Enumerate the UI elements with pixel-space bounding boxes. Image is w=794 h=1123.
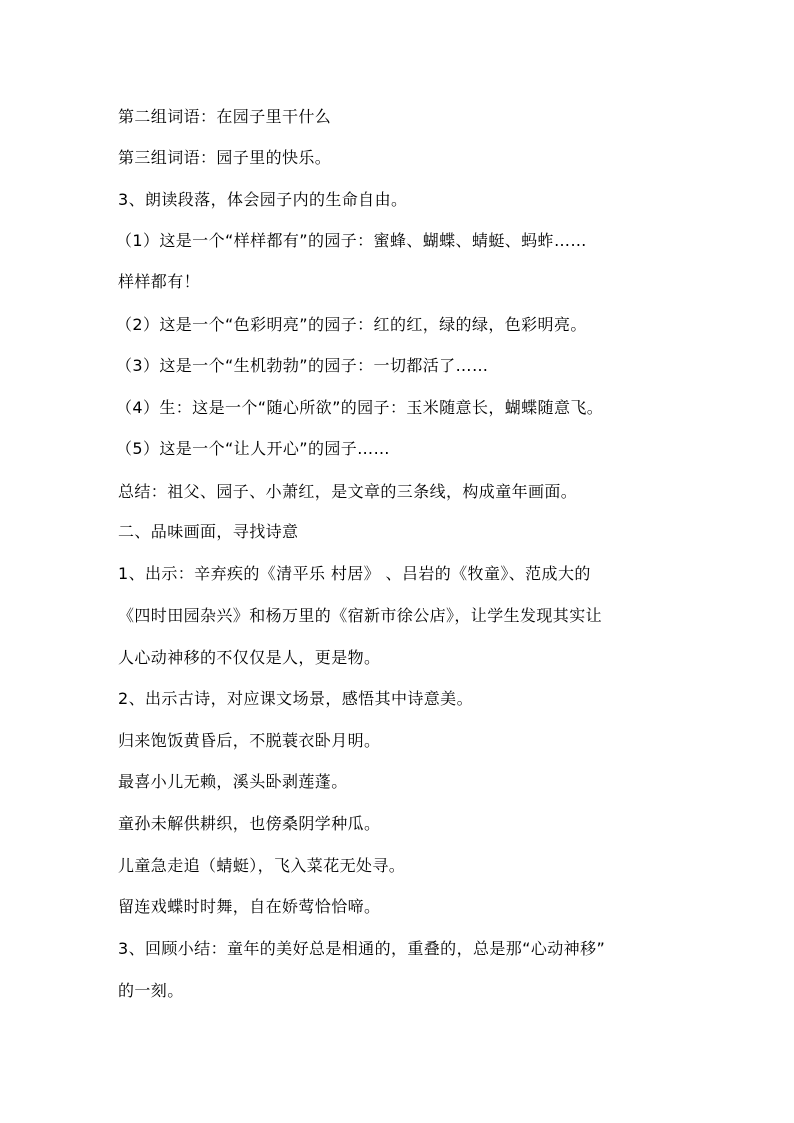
text-line: 3、回顾小结：童年的美好总是相通的，重叠的，总是那“心动神移”	[118, 939, 606, 958]
text-line: （3）这是一个“生机勃勃”的园子：一切都活了……	[116, 356, 489, 375]
text-line: 人心动神移的不仅仅是人，更是物。	[118, 648, 381, 667]
text-line: 3、朗读段落，体会园子内的生命自由。	[118, 190, 408, 209]
poem-line: 童孙未解供耕织，也傍桑阴学种瓜。	[118, 814, 381, 833]
text-line: 第三组词语：园子里的快乐。	[118, 148, 332, 167]
text-line: 2、出示古诗，对应课文场景，感悟其中诗意美。	[118, 689, 473, 708]
text-line: （2）这是一个“色彩明亮”的园子：红的红，绿的绿，色彩明亮。	[116, 315, 587, 334]
text-line: （1）这是一个“样样都有”的园子：蜜蜂、蝴蝶、蜻蜓、蚂蚱……	[116, 231, 587, 250]
poem-line: 最喜小儿无赖，溪头卧剥莲蓬。	[118, 772, 348, 791]
poem-line: 归来饱饭黄昏后，不脱蓑衣卧月明。	[118, 731, 381, 750]
poem-line: 儿童急走追（蜻蜓），飞入菜花无处寻。	[118, 856, 406, 875]
poem-line: 留连戏蝶时时舞，自在娇莺恰恰啼。	[118, 897, 381, 916]
text-line: 的一刻。	[118, 981, 184, 1000]
text-line: 《四时田园杂兴》和杨万里的《宿新市徐公店》，让学生发现其实让	[118, 606, 603, 625]
text-line: 第二组词语：在园子里干什么	[118, 107, 332, 126]
section-heading: 二、品味画面，寻找诗意	[118, 522, 299, 541]
text-line: 总结：祖父、园子、小萧红，是文章的三条线，构成童年画面。	[118, 482, 578, 501]
text-line: 样样都有！	[118, 272, 201, 291]
text-line: 1、出示：辛弃疾的《清平乐 村居》 、吕岩的《牧童》、范成大的	[118, 564, 591, 583]
text-line: （5）这是一个“让人开心”的园子……	[116, 439, 390, 458]
text-line: （4）生：这是一个“随心所欲”的园子：玉米随意长，蝴蝶随意飞。	[116, 398, 604, 417]
